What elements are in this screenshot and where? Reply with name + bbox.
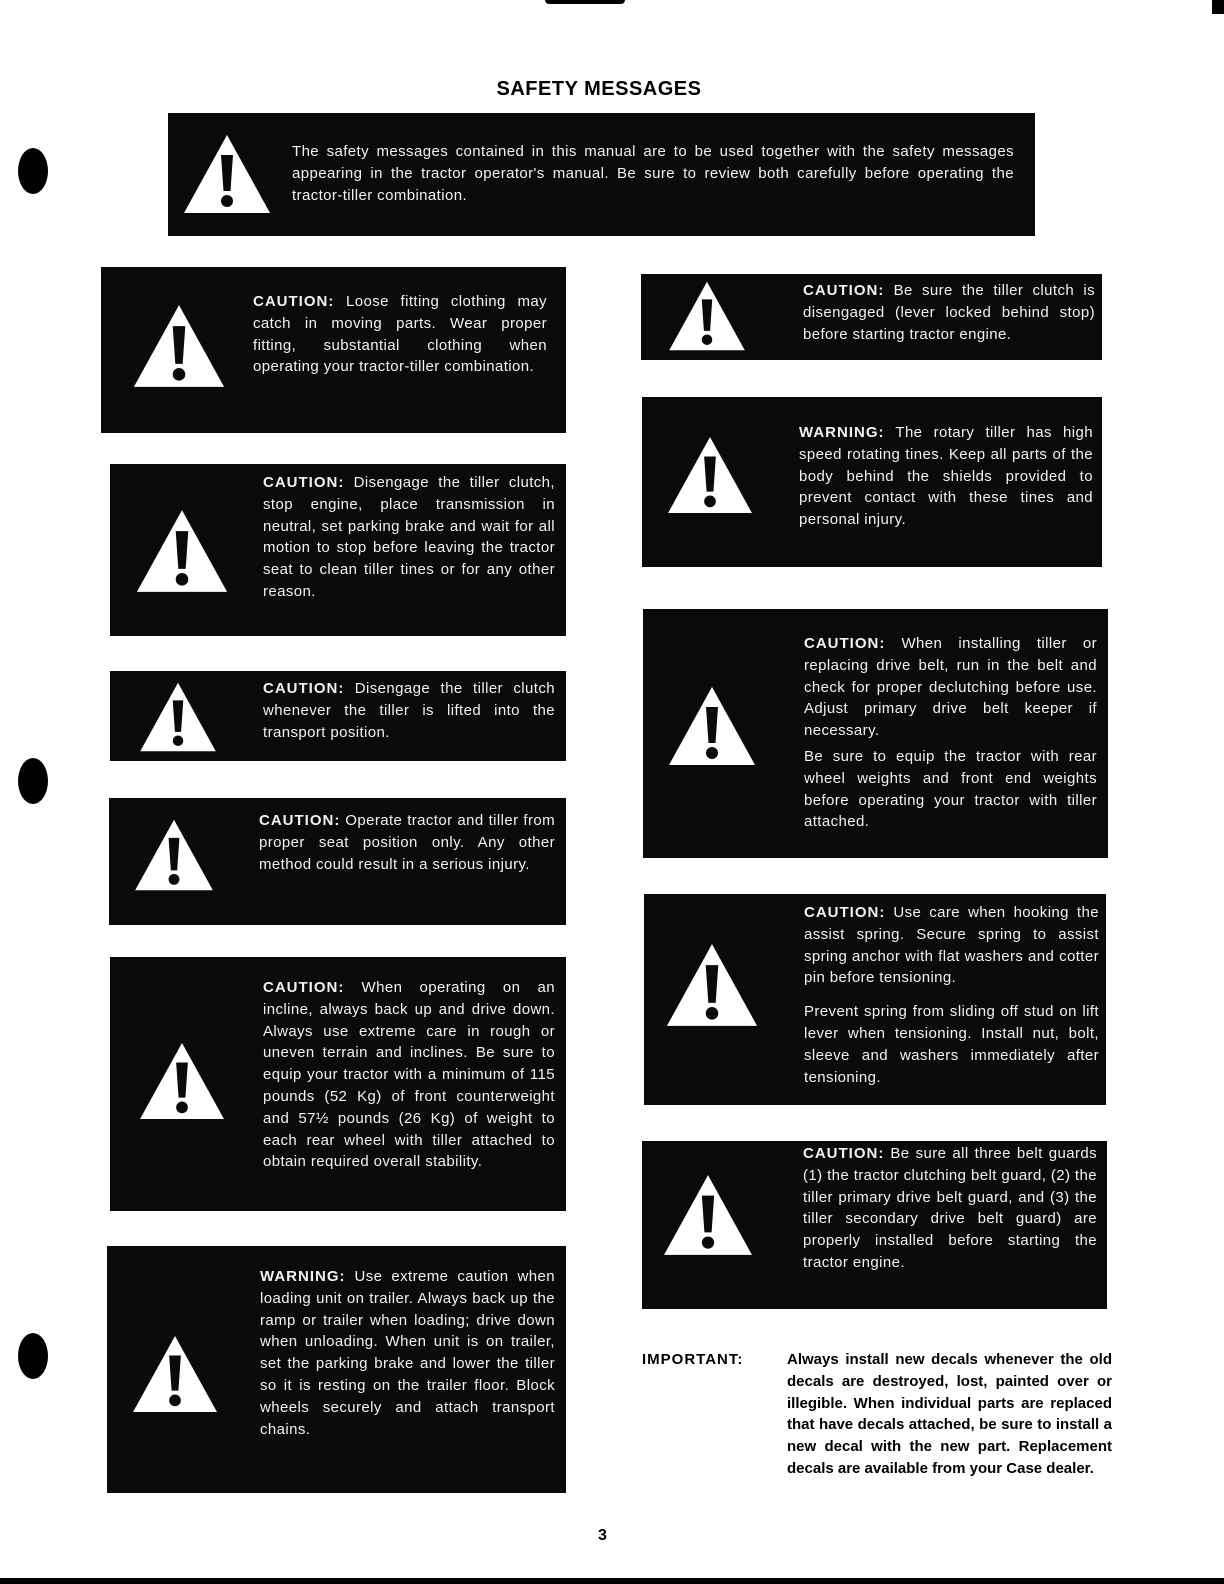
scan-mark-top: [545, 0, 625, 4]
warning-triangle-icon: [131, 1334, 219, 1414]
important-label: IMPORTANT:: [642, 1351, 744, 1368]
message-label: CAUTION:: [803, 1145, 885, 1162]
message-body: Be sure all three belt guards (1) the tractor clutching belt guard, (2) the tiller primary drive belt guard, and (3) the tiller secondary drive belt guard) are properly installed before starting the tractor engine.: [803, 1145, 1097, 1271]
message-body: Operate tractor and tiller from proper seat position only. Any other method could result in a serious injury.: [259, 812, 555, 873]
message-box-belt-guards: [642, 1141, 1107, 1309]
warning-triangle-icon: [182, 133, 272, 215]
warning-triangle-icon: [134, 508, 230, 594]
warning-triangle-icon: [138, 1041, 226, 1121]
message-box-transport-position: [110, 671, 566, 761]
message-box-seat-position: [109, 798, 566, 925]
message-label: CAUTION:: [804, 635, 886, 652]
warning-triangle-icon: [667, 685, 757, 767]
message-body: Be sure the tiller clutch is disengaged (lever locked behind stop) before starting tractor engine.: [803, 282, 1095, 343]
message-body-second: Be sure to equip the tractor with rear wheel weights and front end weights before operating your tractor with tiller attached.: [804, 747, 1097, 831]
message-box-rotary-tines: [642, 397, 1102, 567]
message-body: When operating on an incline, always back up and drive down. Always use extreme care in rough or uneven terrain and inclines. Be sure to equip your tractor with a minimum of 115 pounds (52 Kg) of front counterweight and 57½ pounds (26 Kg) of weight to each rear wheel with tiller attached to obtain required overall stability.: [263, 979, 555, 1171]
page-title: SAFETY MESSAGES: [496, 78, 702, 100]
message-body-second: Prevent spring from sliding off stud on lift lever when tensioning. Install nut, bolt, sleeve and washers immediately after tensioning.: [804, 1003, 1099, 1086]
warning-triangle-icon: [667, 280, 747, 352]
message-body: The rotary tiller has high speed rotating tines. Keep all parts of the body behind the shields provided to prevent contact with these tines and personal injury.: [799, 424, 1093, 529]
intro-text: The safety messages contained in this manual are to be used together with the safety messages appearing in the tractor operator's manual. Be sure to review both carefully before operating the tractor-tiller combination.: [292, 143, 1014, 204]
message-box-trailer: [107, 1246, 566, 1493]
message-label: CAUTION:: [803, 282, 885, 299]
message-box-disengage-clutch: [110, 464, 566, 636]
message-label: CAUTION:: [259, 812, 341, 829]
message-label: CAUTION:: [263, 680, 345, 697]
message-body: Loose fitting clothing may catch in moving parts. Wear proper fitting, substantial clothing when operating your tractor-tiller combination.: [253, 293, 547, 376]
page-number: 3: [598, 1527, 607, 1544]
warning-triangle-icon: [666, 435, 754, 515]
message-box-loose-clothing: [101, 267, 566, 433]
message-text: [804, 902, 1099, 1088]
message-text: [263, 678, 555, 743]
warning-triangle-icon: [131, 303, 227, 389]
message-text: [804, 633, 1097, 833]
punch-hole-bottom: [18, 1333, 48, 1379]
message-label: WARNING:: [260, 1268, 346, 1285]
message-box-drive-belt: [643, 609, 1108, 858]
message-text: [263, 472, 555, 603]
message-box-assist-spring: [644, 894, 1106, 1105]
message-box-incline: [110, 957, 566, 1211]
message-text: [263, 977, 555, 1173]
warning-triangle-icon: [138, 681, 218, 753]
important-text: Always install new decals whenever the old decals are destroyed, lost, painted over or illegible. When individual parts are replaced that have decals attached, be sure to install a new decal with the new part. Replacement decals are available from your Case dealer.: [787, 1351, 1112, 1477]
message-text: [259, 810, 555, 875]
message-body: Use extreme caution when loading unit on trailer. Always back up the ramp or trailer when loading; drive down when unloading. When unit is on trailer, set the parking brake and lower the tiller so it is resting on the trailer floor. Block wheels securely and attach transport chains.: [260, 1268, 555, 1438]
warning-triangle-icon: [662, 1173, 754, 1257]
message-body: When installing tiller or replacing drive belt, run in the belt and check for proper declutching before use. Adjust primary drive belt keeper if necessary.: [804, 635, 1097, 740]
scan-mark-right: [1212, 0, 1224, 14]
message-label: CAUTION:: [253, 293, 335, 310]
warning-triangle-icon: [664, 942, 760, 1028]
message-label: CAUTION:: [804, 904, 886, 921]
message-body: Disengage the tiller clutch whenever the tiller is lifted into the transport position.: [263, 680, 555, 741]
message-text: [799, 422, 1093, 531]
warning-triangle-icon: [133, 818, 215, 892]
punch-hole-top: [18, 148, 48, 194]
message-text: [253, 291, 547, 378]
message-label: WARNING:: [799, 424, 885, 441]
message-label: CAUTION:: [263, 474, 345, 491]
message-body: Use care when hooking the assist spring. Secure spring to assist spring anchor with flat washers and cotter pin before tensioning.: [804, 904, 1099, 987]
scan-edge-bottom: [0, 1578, 1224, 1584]
message-body: Disengage the tiller clutch, stop engine, place transmission in neutral, set parking brake and wait for all motion to stop before leaving the tractor seat to clean tiller tines or for any other reason.: [263, 474, 555, 600]
message-box-clutch-disengaged: [641, 274, 1102, 360]
punch-hole-middle: [18, 758, 48, 804]
message-text: [260, 1266, 555, 1440]
message-text: [803, 1143, 1097, 1274]
intro-box: [168, 113, 1035, 236]
message-label: CAUTION:: [263, 979, 345, 996]
message-text: [803, 280, 1095, 345]
